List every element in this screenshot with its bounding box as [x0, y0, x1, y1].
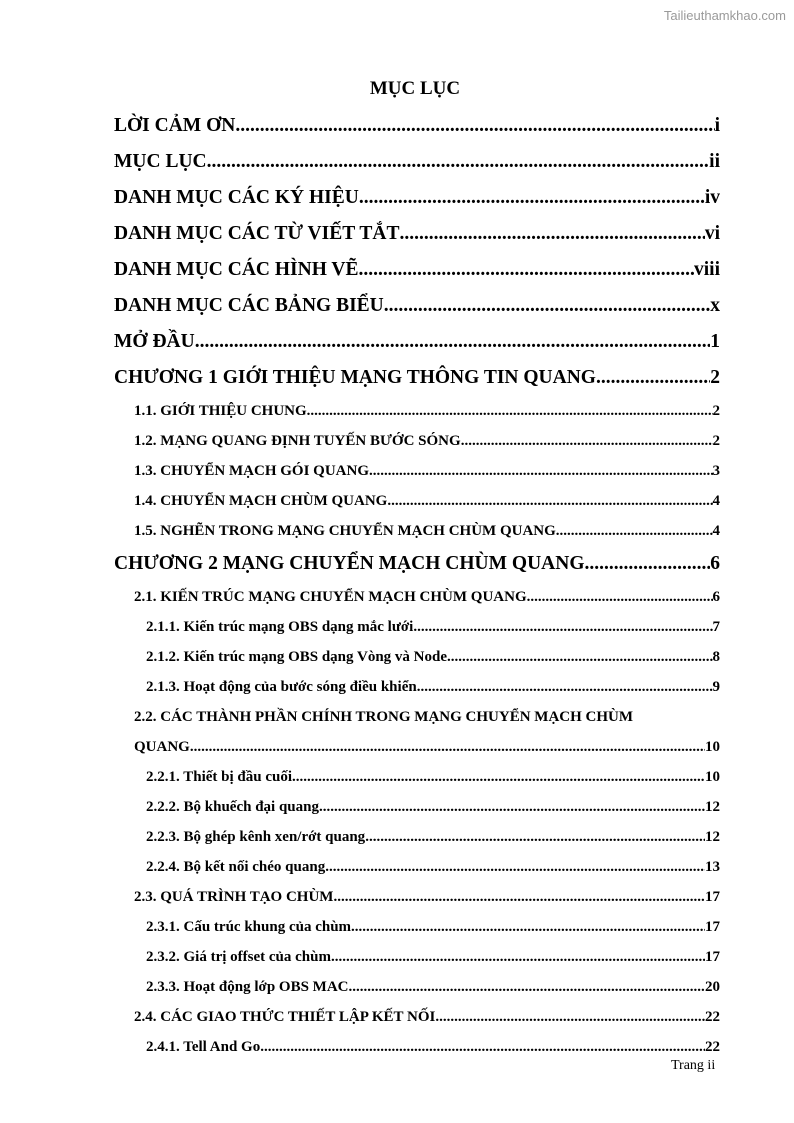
toc-entry-title: DANH MỤC CÁC HÌNH VẼ [114, 259, 359, 280]
toc-entry-title: 2.1.3. Hoạt động của bước sóng điều khiển [146, 679, 417, 695]
toc-section[interactable] [114, 1002, 720, 1032]
toc-entry-page: vi [704, 223, 720, 244]
toc-entry-page: 6 [710, 553, 720, 574]
leader-dots [400, 216, 705, 252]
toc-entry-page: viii [693, 259, 720, 280]
toc-entry-page: 1 [710, 331, 720, 352]
toc-entry-page: 2 [712, 433, 720, 449]
toc-entry-title: 2.3.3. Hoạt động lớp OBS MAC [146, 979, 349, 995]
toc-entry-page: 3 [712, 463, 720, 479]
leader-dots [207, 144, 710, 180]
toc-entry-title: 2.2.1. Thiết bị đầu cuối [146, 769, 293, 785]
toc-entry-title: 2.3.2. Giá trị offset của chùm [146, 949, 331, 965]
toc-section[interactable] [114, 486, 720, 516]
toc-entry-title: 2.3. QUÁ TRÌNH TẠO CHÙM [134, 889, 334, 905]
toc-entry[interactable] [114, 324, 720, 360]
leader-dots [307, 396, 713, 426]
toc-entry-title: 2.4.1. Tell And Go [146, 1039, 261, 1055]
toc-entry-page: 12 [705, 829, 720, 845]
toc-entry-title: QUANG [134, 739, 190, 755]
toc-section[interactable] [114, 582, 720, 612]
toc-entry-title: LỜI CẢM ƠN [114, 115, 236, 136]
toc-entry[interactable] [114, 252, 720, 288]
toc-entry-page: 13 [705, 859, 720, 875]
toc-section-continued[interactable] [114, 732, 720, 762]
leader-dots [359, 180, 705, 216]
leader-dots [349, 972, 706, 1002]
leader-dots [333, 882, 705, 912]
toc-subsection[interactable] [114, 912, 720, 942]
toc-entry[interactable] [114, 216, 720, 252]
toc-entry-title: 2.1. KIẾN TRÚC MẠNG CHUYỂN MẠCH CHÙM QUANG [134, 589, 527, 605]
toc-entry-title: 2.2.3. Bộ ghép kênh xen/rớt quang [146, 829, 366, 845]
toc-subsection[interactable] [114, 942, 720, 972]
toc-subsection[interactable] [114, 1032, 720, 1062]
toc-subsection[interactable] [114, 792, 720, 822]
table-of-contents [114, 108, 720, 1062]
toc-section[interactable] [114, 396, 720, 426]
toc-entry-page: iv [704, 187, 720, 208]
leader-dots [365, 822, 705, 852]
toc-entry-page: 2 [710, 367, 720, 388]
toc-entry-page: 20 [705, 979, 720, 995]
leader-dots [585, 546, 711, 582]
toc-entry-title: 2.2.2. Bộ khuếch đại quang [146, 799, 319, 815]
leader-dots [358, 252, 694, 288]
leader-dots [556, 516, 713, 546]
toc-entry-title: CHƯƠNG 2 MẠNG CHUYỂN MẠCH CHÙM QUANG [114, 553, 585, 574]
toc-entry-page: 17 [705, 949, 720, 965]
toc-entry[interactable] [114, 288, 720, 324]
toc-chapter-2[interactable] [114, 546, 720, 582]
toc-entry-page: x [710, 295, 720, 316]
leader-dots [369, 456, 713, 486]
toc-entry-page: 7 [712, 619, 720, 635]
toc-entry-title: DANH MỤC CÁC KÝ HIỆU [114, 187, 359, 208]
toc-entry-page: 10 [705, 739, 720, 755]
toc-subsection[interactable] [114, 612, 720, 642]
toc-section[interactable] [114, 882, 720, 912]
toc-entry-page: 17 [705, 919, 720, 935]
leader-dots [235, 108, 714, 144]
toc-section[interactable] [114, 456, 720, 486]
leader-dots [260, 1032, 705, 1062]
toc-entry-title: MỞ ĐẦU [114, 331, 195, 352]
toc-section[interactable] [114, 516, 720, 546]
toc-entry-title: 1.1. GIỚI THIỆU CHUNG [134, 403, 307, 419]
toc-entry-page: 22 [705, 1039, 720, 1055]
leader-dots [351, 912, 705, 942]
toc-entry-page: 4 [712, 493, 720, 509]
toc-entry-title: 1.2. MẠNG QUANG ĐỊNH TUYẾN BƯỚC SÓNG [134, 433, 461, 449]
leader-dots [461, 426, 713, 456]
leader-dots [527, 582, 713, 612]
leader-dots [331, 942, 705, 972]
leader-dots [195, 324, 711, 360]
toc-entry-title: 2.4. CÁC GIAO THỨC THIẾT LẬP KẾT NỐI [134, 1009, 436, 1025]
toc-subsection[interactable] [114, 972, 720, 1002]
leader-dots [292, 762, 705, 792]
toc-entry-title: CHƯƠNG 1 GIỚI THIỆU MẠNG THÔNG TIN QUANG [114, 367, 596, 388]
toc-entry-title: DANH MỤC CÁC BẢNG BIỂU [114, 295, 384, 316]
watermark: Tailieuthamkhao.com [663, 8, 786, 23]
page-title: MỤC LỤC [369, 78, 461, 99]
toc-entry-page: 2 [712, 403, 720, 419]
toc-entry[interactable] [114, 108, 720, 144]
leader-dots [435, 1002, 705, 1032]
toc-entry-title: 1.3. CHUYỂN MẠCH GÓI QUANG [134, 463, 369, 479]
toc-entry-title: 2.2. CÁC THÀNH PHẦN CHÍNH TRONG MẠNG CHUYỂN MẠCH CHÙM [134, 709, 634, 725]
toc-chapter-1[interactable] [114, 360, 720, 396]
leader-dots [413, 612, 712, 642]
toc-entry-page: i [714, 115, 720, 136]
leader-dots [596, 360, 710, 396]
page-number-footer: Trang ii [671, 1058, 716, 1073]
toc-subsection[interactable] [114, 852, 720, 882]
toc-entry-page: 8 [712, 649, 720, 665]
toc-subsection[interactable] [114, 762, 720, 792]
leader-dots [384, 288, 710, 324]
toc-entry-title: 2.1.1. Kiến trúc mạng OBS dạng mắc lưới [146, 619, 414, 635]
toc-entry-page: 6 [712, 589, 720, 605]
toc-entry-title: MỤC LỤC [114, 151, 207, 172]
toc-entry-page: 17 [705, 889, 720, 905]
toc-entry[interactable] [114, 180, 720, 216]
leader-dots [417, 672, 713, 702]
toc-entry[interactable] [114, 144, 720, 180]
leader-dots [190, 732, 705, 762]
toc-entry-title: 1.5. NGHẼN TRONG MẠNG CHUYỂN MẠCH CHÙM QUANG [134, 523, 556, 539]
leader-dots [447, 642, 712, 672]
toc-entry-page: ii [709, 151, 720, 172]
toc-subsection[interactable] [114, 642, 720, 672]
toc-entry-page: 9 [712, 679, 720, 695]
toc-subsection[interactable] [114, 672, 720, 702]
toc-entry-title: 2.3.1. Cấu trúc khung của chùm [146, 919, 352, 935]
toc-section[interactable] [114, 426, 720, 456]
toc-entry-title: 2.2.4. Bộ kết nối chéo quang [146, 859, 326, 875]
toc-entry-title: DANH MỤC CÁC TỪ VIẾT TẮT [114, 223, 400, 244]
toc-entry-title: 1.4. CHUYỂN MẠCH CHÙM QUANG [134, 493, 388, 509]
toc-entry-page: 12 [705, 799, 720, 815]
leader-dots [325, 852, 705, 882]
toc-section-wrapped[interactable] [114, 702, 720, 732]
toc-entry-title: 2.1.2. Kiến trúc mạng OBS dạng Vòng và Node [146, 649, 448, 665]
leader-dots [319, 792, 705, 822]
toc-entry-page: 22 [705, 1009, 720, 1025]
toc-entry-page: 4 [712, 523, 720, 539]
toc-subsection[interactable] [114, 822, 720, 852]
leader-dots [387, 486, 712, 516]
toc-entry-page: 10 [705, 769, 720, 785]
